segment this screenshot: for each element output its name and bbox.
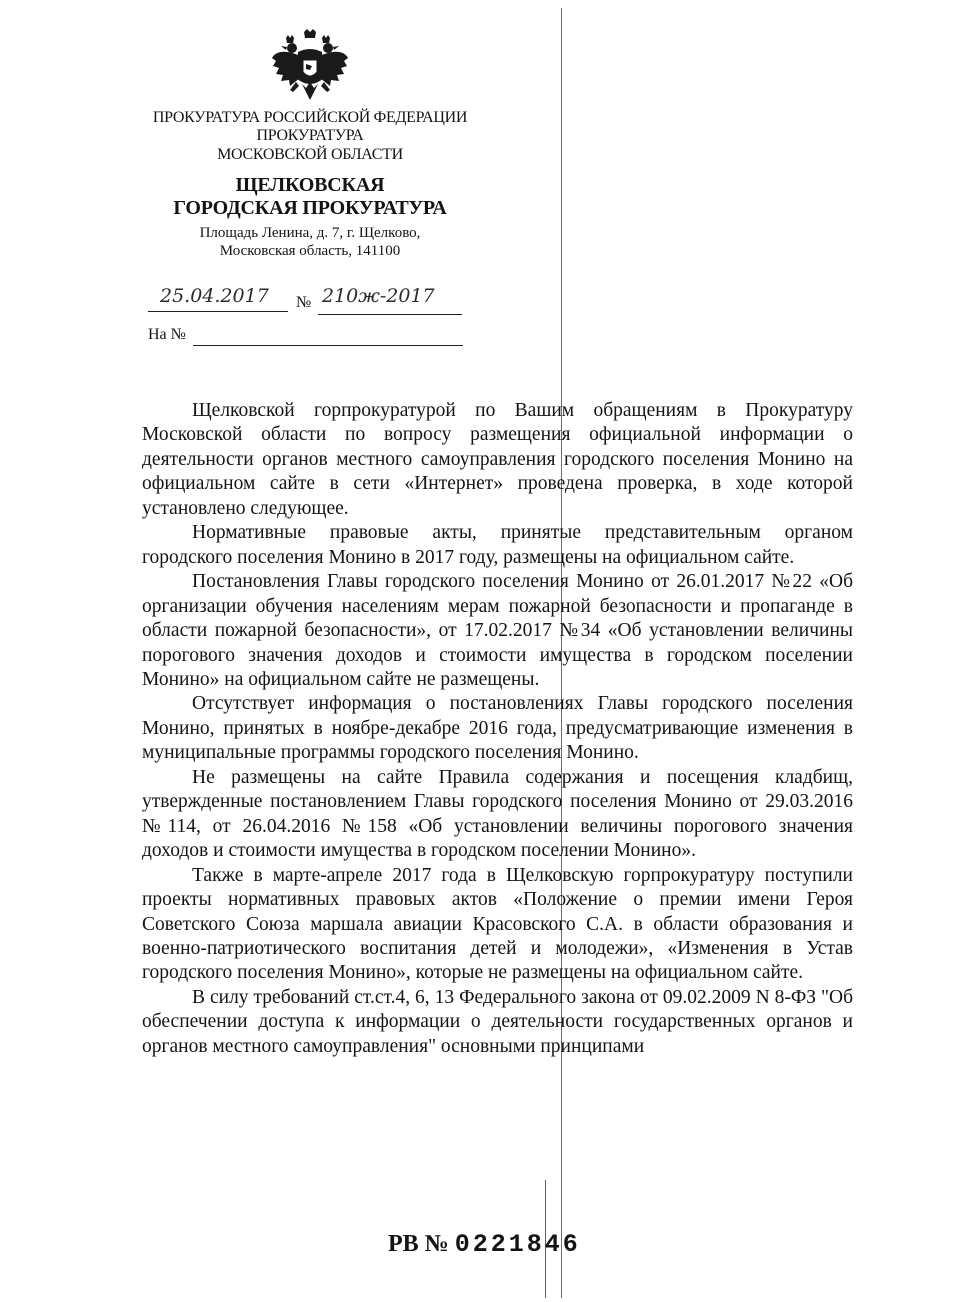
double-headed-eagle-icon	[270, 28, 350, 106]
form-serial-label: РВ №	[388, 1231, 449, 1257]
form-serial	[388, 1230, 581, 1259]
form-serial-number: 0221846	[454, 1230, 581, 1259]
reply-to-underline	[193, 345, 463, 346]
reply-to-label: На №	[148, 326, 186, 343]
header-org-name: ЩЕЛКОВСКАЯ	[235, 174, 385, 196]
letter-body	[142, 399, 853, 1059]
date-underline	[148, 311, 288, 312]
header-line-federation: ПРОКУРАТУРА РОССИЙСКОЙ ФЕДЕРАЦИИ	[152, 109, 468, 126]
header-line-prosecutor: ПРОКУРАТУРА	[256, 127, 364, 144]
body-paragraph-4: Отсутствует информация о постановлениях Главы городского поселения Монино, принятых в ноябре-декабре 2016 года, предусматривающие изменения в муниципальные программы городского поселения Монино.	[142, 693, 853, 764]
header-address-line1: Площадь Ленина, д. 7, г. Щелково,	[199, 225, 421, 241]
number-underline	[318, 314, 462, 315]
body-paragraph-1: Щелковской горпрокуратурой по Вашим обращениям в Прокуратуру Московской области по вопросу размещения официальной информации о деятельности органов местного самоуправления городского поселения Монино на официальном сайте в сети «Интернет» проведена проверка, в ходе которой установлено следующее.	[142, 400, 853, 519]
body-paragraph-3: Постановления Главы городского поселения Монино от 26.01.2017 №22 «Об организации обучения населениям мерам пожарной безопасности и пропаганде в области пожарной безопасности», от 17.02.2017 №34 «Об установлении величины порогового значения доходов и стоимости имущества в городском поселении Монино» на официальном сайте не размещены.	[142, 571, 853, 690]
body-paragraph-7: В силу требований ст.ст.4, 6, 13 Федерального закона от 09.02.2009 N 8-ФЗ "Об обеспечении доступа к информации о деятельности государственных органов и органов местного самоуправления" основными принципами	[142, 986, 853, 1057]
body-paragraph-5: Не размещены на сайте Правила содержания и посещения кладбищ, утвержденные постановлением Главы городского поселения Монино от 29.03.2016 №114, от 26.04.2016 №158 «Об установлении величины порогового значения доходов и стоимости имущества в городском поселении Монино».	[142, 766, 853, 862]
header-address-line2: Московская область, 141100	[219, 243, 401, 259]
body-paragraph-2: Нормативные правовые акты, принятые представительным органом городского поселения Монино в 2017 году, размещены на официальном сайте.	[142, 522, 853, 568]
registration-number-label: №	[296, 294, 312, 311]
registration-number: 210ж-2017	[322, 285, 435, 307]
header-line-region: МОСКОВСКОЙ ОБЛАСТИ	[217, 146, 403, 163]
body-paragraph-6: Также в марте-апреле 2017 года в Щелковскую горпрокуратуру поступили проекты нормативных правовых актов «Положение о премии имени Героя Советского Союза маршала авиации Красовского С.А. в области образования и военно-патриотического воспитания детей и молодежи», «Изменения в Устав городского поселения Монино», которые не размещены на официальном сайте.	[142, 864, 853, 984]
header-org-type: ГОРОДСКАЯ ПРОКУРАТУРА	[173, 197, 447, 219]
registration-date: 25.04.2017	[160, 285, 269, 307]
